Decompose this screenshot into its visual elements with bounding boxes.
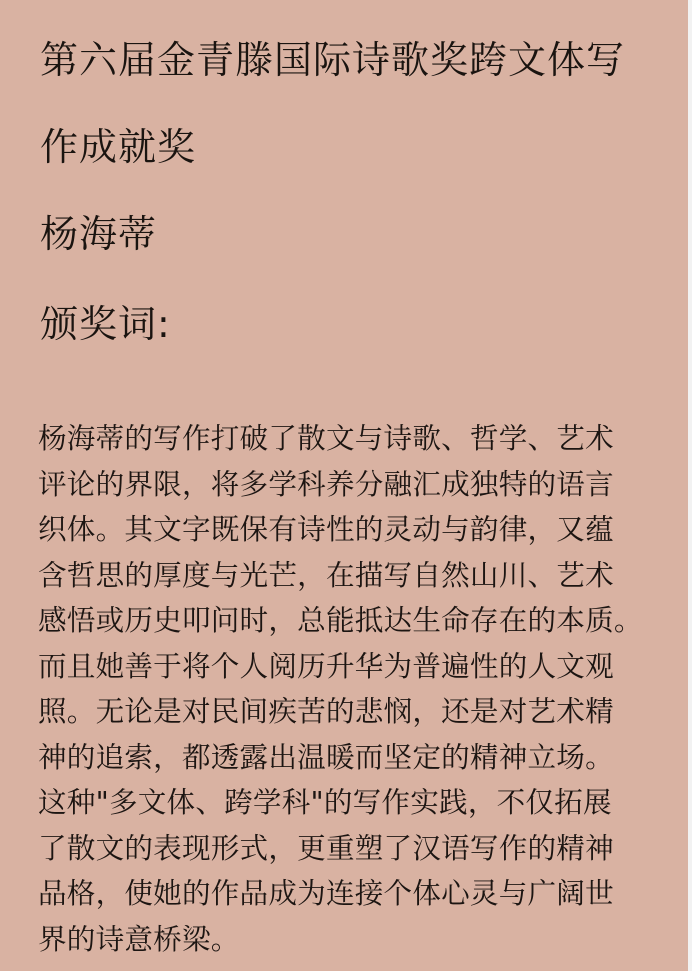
citation-line: 界的诗意桥梁。 (38, 921, 240, 956)
citation-line: 含哲思的厚度与光芒，在描写自然山川、艺术 (38, 557, 614, 592)
citation-line: 神的追索，都透露出温暖而坚定的精神立场。 (38, 739, 614, 774)
citation-line: 了散文的表现形式，更重塑了汉语写作的精神 (38, 830, 614, 865)
page-edge (688, 0, 692, 971)
citation-line: 评论的界限，将多学科养分融汇成独特的语言 (38, 466, 614, 501)
citation-line: 而且她善于将个人阅历升华为普遍性的人文观 (38, 648, 614, 683)
citation-line: 品格，使她的作品成为连接个体心灵与广阔世 (38, 876, 614, 910)
citation-line: 杨海蒂的写作打破了散文与诗歌、哲学、艺术 (38, 421, 614, 455)
citation-line: 感悟或历史叩问时，总能抵达生命存在的本质。 (38, 603, 643, 637)
citation-text (38, 416, 656, 962)
citation-line: 照。无论是对民间疾苦的悲悯，还是对艺术精 (38, 694, 614, 728)
award-title-line-1: 第六届金青滕国际诗歌奖跨文体写 (40, 38, 626, 82)
award-title-line-2: 作成就奖 (40, 125, 197, 169)
citation-line: 这种"多文体、跨学科"的写作实践，不仅拓展 (38, 785, 612, 819)
citation-line: 织体。其文字既保有诗性的灵动与韵律，又蕴 (38, 512, 614, 546)
citation-label: 颁奖词: (40, 302, 171, 346)
author-name: 杨海蒂 (40, 212, 158, 256)
